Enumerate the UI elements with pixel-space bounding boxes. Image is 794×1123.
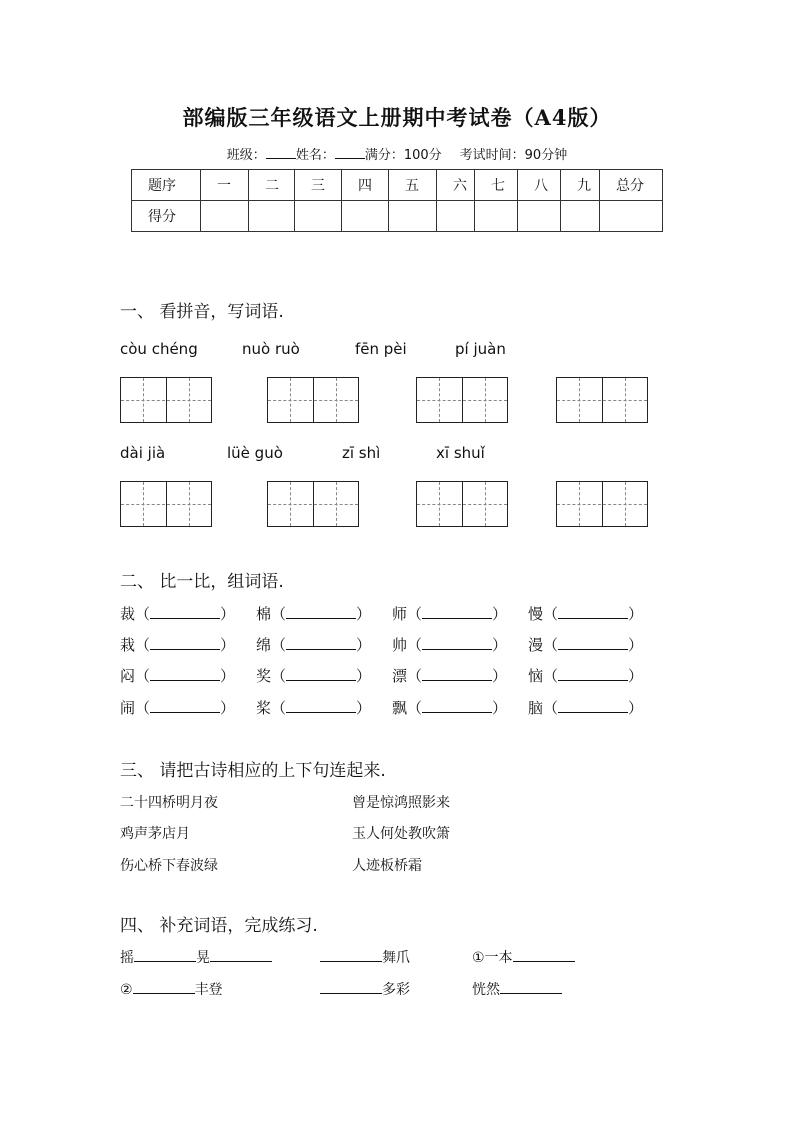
score-table-header-cell: 九 [561, 170, 600, 201]
writing-grid[interactable] [416, 481, 508, 527]
score-table-header-row [132, 170, 663, 201]
poem-line-left[interactable]: 二十四桥明月夜 [120, 795, 218, 811]
pinyin-label: pí juàn [455, 340, 506, 358]
fill-item[interactable]: ② 丰登 [120, 982, 223, 998]
full-score: 满分：100分 [364, 148, 442, 163]
compare-item[interactable]: 绵（ ） [256, 636, 372, 654]
score-cell[interactable] [342, 201, 389, 232]
score-table-header-cell: 总分 [600, 170, 663, 201]
section2-title: 二、 比一比，组词语. [120, 572, 284, 592]
compare-item[interactable]: 漂（ ） [392, 667, 508, 685]
compare-item[interactable]: 桨（ ） [256, 699, 372, 717]
pinyin-label: dài jià [120, 444, 166, 462]
compare-item[interactable]: 脑（ ） [528, 699, 644, 717]
section4-title: 四、 补充词语，完成练习. [120, 916, 318, 936]
score-table-header-cell: 七 [475, 170, 518, 201]
compare-item[interactable]: 漫（ ） [528, 636, 644, 654]
compare-item[interactable]: 师（ ） [392, 605, 508, 623]
pinyin-label: fēn pèi [355, 340, 407, 358]
name-blank[interactable] [335, 146, 365, 159]
score-table-header-cell: 六 [437, 170, 475, 201]
class-blank[interactable] [266, 146, 296, 159]
compare-item[interactable]: 闷（ ） [120, 667, 236, 685]
score-table-header-cell: 四 [342, 170, 389, 201]
poem-line-right[interactable]: 曾是惊鸿照影来 [352, 795, 450, 811]
score-table-score-row [132, 201, 663, 232]
score-table-header-cell: 三 [295, 170, 342, 201]
score-cell[interactable] [600, 201, 663, 232]
score-cell[interactable] [518, 201, 561, 232]
compare-item[interactable]: 恼（ ） [528, 667, 644, 685]
section1-title: 一、 看拼音，写词语. [120, 302, 284, 322]
compare-item[interactable]: 帅（ ） [392, 636, 508, 654]
compare-item[interactable]: 飘（ ） [392, 699, 508, 717]
writing-grid[interactable] [556, 481, 648, 527]
writing-grid[interactable] [120, 481, 212, 527]
fill-item[interactable]: 舞爪 [320, 947, 410, 967]
pinyin-label: zī shì [342, 444, 381, 462]
section3-title: 三、 请把古诗相应的上下句连起来. [120, 761, 386, 781]
score-cell[interactable] [295, 201, 342, 232]
page-title: 部编版三年级语文上册期中考试卷（A4版） [182, 105, 612, 130]
poem-line-left[interactable]: 鸡声茅店月 [120, 826, 190, 842]
writing-grid[interactable] [416, 377, 508, 423]
pinyin-label: xī shuǐ [436, 444, 485, 462]
pinyin-label: nuò ruò [242, 340, 300, 358]
fill-item[interactable]: 恍然 [472, 979, 562, 999]
score-table-header-cell: 一 [201, 170, 249, 201]
score-table-header-cell: 题序 [132, 170, 201, 201]
fill-item[interactable]: 多彩 [320, 979, 410, 999]
fill-item[interactable]: 摇 晃 [120, 947, 272, 967]
pinyin-label: lüè guò [227, 444, 283, 462]
compare-item[interactable]: 奖（ ） [256, 667, 372, 685]
score-cell[interactable] [389, 201, 437, 232]
class-label: 班级： [226, 148, 266, 163]
pinyin-label: còu chéng [120, 340, 198, 358]
score-cell[interactable] [437, 201, 475, 232]
writing-grid[interactable] [267, 481, 359, 527]
exam-info [0, 144, 794, 163]
poem-line-right[interactable]: 玉人何处教吹箫 [352, 826, 450, 842]
compare-item[interactable]: 闹（ ） [120, 699, 236, 717]
score-cell[interactable] [475, 201, 518, 232]
score-table [131, 169, 663, 232]
score-cell[interactable] [561, 201, 600, 232]
exam-time: 考试时间：90分钟 [459, 148, 568, 163]
score-cell[interactable] [249, 201, 295, 232]
compare-item[interactable]: 慢（ ） [528, 605, 644, 623]
compare-item[interactable]: 棉（ ） [256, 605, 372, 623]
fill-item[interactable]: ①一本 [472, 947, 575, 967]
score-row-label: 得分 [132, 201, 201, 232]
compare-item[interactable]: 栽（ ） [120, 636, 236, 654]
writing-grid[interactable] [120, 377, 212, 423]
writing-grid[interactable] [556, 377, 648, 423]
score-cell[interactable] [201, 201, 249, 232]
name-label: 姓名： [295, 148, 335, 163]
writing-grid[interactable] [267, 377, 359, 423]
score-table-header-cell: 五 [389, 170, 437, 201]
compare-item[interactable]: 裁（ ） [120, 605, 236, 623]
poem-line-right[interactable]: 人迹板桥霜 [352, 858, 422, 874]
poem-line-left[interactable]: 伤心桥下春波绿 [120, 858, 218, 874]
score-table-header-cell: 八 [518, 170, 561, 201]
score-table-header-cell: 二 [249, 170, 295, 201]
